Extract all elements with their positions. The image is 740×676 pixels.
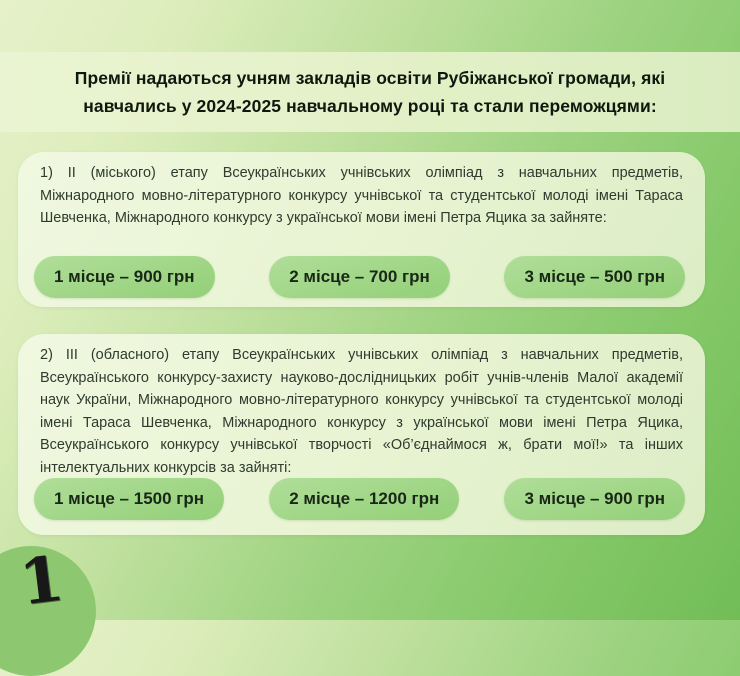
prize-pill-1st-place: 1 місце – 1500 грн	[34, 478, 224, 520]
prize-pill-3rd-place: 3 місце – 900 грн	[504, 478, 685, 520]
prize-card-2	[18, 334, 705, 535]
page-number: 1	[15, 541, 68, 620]
prize-pill-row-2	[34, 478, 685, 520]
prize-pill-3rd-place: 3 місце – 500 грн	[504, 256, 685, 298]
header-text-line1: Премії надаються учням закладів освіти Рубіжанської громади, які	[74, 68, 666, 88]
prize-pill-row-1	[34, 256, 685, 298]
prize-card-1	[18, 152, 705, 307]
header-text-line2: навчались у 2024-2025 навчальному році та стали переможцями:	[83, 96, 657, 116]
prize-pill-2nd-place: 2 місце – 700 грн	[269, 256, 450, 298]
prize-pill-1st-place: 1 місце – 900 грн	[34, 256, 215, 298]
prize-pill-2nd-place: 2 місце – 1200 грн	[269, 478, 459, 520]
prize-criteria-text-1: 1) ІІ (міського) етапу Всеукраїнських учнівських олімпіад з навчальних предметів, Міжнародного мовно-літературного конкурсу учнівської та студентської молоді імені Тараса Шевченка, Міжнародного конкурсу з української мови імені Петра Яцика за зайняте:	[40, 165, 683, 227]
prize-criteria-text-2: 2) ІІІ (обласного) етапу Всеукраїнських учнівських олімпіад з навчальних предметів, Всеукраїнського конкурсу-захисту науково-дослідницьких робіт учнів-членів Малої академії наук України, Міжнародного мовно-літературного конкурсу учнівської та студентської молоді імені Тараса Шевченка, Міжнародного конкурсу з української мови імені Петра Яцика, Всеукраїнського конкурсу учнівської творчості «Об’єднаймося ж, брати мої!» та інших інтелектуальних конкурсів за зайняті:	[40, 347, 683, 476]
header-banner	[0, 52, 740, 132]
